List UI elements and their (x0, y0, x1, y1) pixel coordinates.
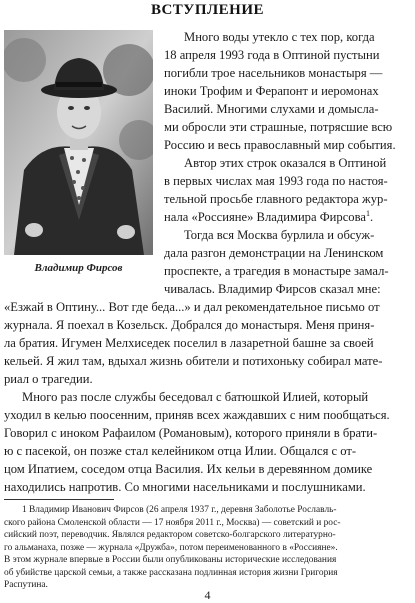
paragraph-line: уходил в келью поосенним, приняв всех жаждавших с ним пообщаться. (4, 408, 390, 422)
paragraph-line: кельей. Я жил там, вдыхал жизнь обители и потихоньку собирал мате- (4, 354, 383, 368)
footnote-line: сийский поэт, переводчик. Являлся редактором советско-болгарского литературно- (4, 530, 336, 540)
footnote-line: ского района Смоленской области — 17 ноября 2011 г., Москва) — советский и рос- (4, 517, 341, 528)
paragraph-line: журнала. Я поехал в Козельск. Добрался до монастыря. Меня приня- (4, 318, 375, 332)
paragraph-line: Автор этих строк оказался в Оптиной (184, 156, 387, 170)
photo-caption: Владимир Фирсов (34, 262, 123, 274)
paragraph-line: Василий. Многими слухами и домысла- (164, 102, 379, 116)
paragraph-line: риал о трагедии. (4, 372, 93, 386)
chapter-title: ВСТУПЛЕНИЕ (150, 2, 265, 18)
footnote-line: Распутина. (4, 580, 48, 590)
paragraph-line: ла братия. Игумен Мелхиседек поселил в лазаретной башне за своей (4, 336, 374, 350)
portrait-photo (4, 30, 153, 255)
paragraph-line: тельной просьбе главного редактора жур- (164, 192, 388, 206)
paragraph-line: в первых числах мая 1993 года по настоя- (164, 174, 388, 188)
paragraph-line: «Езжай в Оптину... Вот где беда...» и дал рекомендательное письмо от (4, 300, 380, 314)
paragraph-text: нала «Россияне» Владимира Фирсова (164, 210, 366, 224)
footnote-divider (4, 499, 114, 500)
paragraph-line: ми обросли эти страшные, потрясшие всю (164, 120, 393, 134)
paragraph-line: погибли трое насельников монастыря — (164, 66, 383, 80)
paragraph-line: ю с пасекой, он позже стал келейником отца Илии. Общался с от- (4, 444, 357, 458)
footnote-marker[interactable]: 1 (365, 208, 370, 218)
paragraph-line: Много раз после службы беседовал с батюшкой Илией, который (22, 390, 369, 404)
paragraph-line: дала разгон демонстрации на Ленинском (164, 246, 384, 260)
paragraph-line: проспекте, а трагедия в монастыре замал- (164, 264, 389, 278)
footnote-line: В этом журнале впервые в России были опубликованы исторические исследования (4, 555, 337, 565)
paragraph-line: Много воды утекло с тех пор, когда (184, 30, 375, 44)
paragraph-line: иноки Трофим и Ферапонт и иеромонах (164, 84, 379, 98)
paragraph-line: чивалась. Владимир Фирсов сказал мне: (164, 282, 381, 296)
paragraph-line: нала «Россияне» Владимира Фирсова$^1$. (164, 208, 374, 224)
footnote-line: 1 Владимир Иванович Фирсов (26 апреля 1937 г., деревня Заболотье Рославль- (22, 505, 337, 515)
page-number: 4 (204, 588, 211, 602)
paragraph-line: цом Ипатием, соседом отца Василия. Их кельи в деревянном домике (4, 462, 373, 476)
paragraph-line: Говорил с иноком Рафаилом (Романовым), которого приняли в брати- (4, 426, 378, 440)
paragraph-line: находились напротив. Со многими насельниками и послушниками. (4, 480, 366, 494)
paragraph-line: Тогда вся Москва бурлила и обсуж- (184, 228, 375, 242)
footnote-line: об убийстве царской семьи, а также рассказана подлинная история жизни Григория (4, 567, 338, 578)
paragraph-line: Россию и весь православный мир события. (164, 138, 396, 152)
footnote-line: го альманаха, позже — журнала «Дружба», потом переименованного в «Россияне». (4, 542, 338, 553)
paragraph-line: 18 апреля 1993 года в Оптиной пустыни (164, 48, 380, 62)
